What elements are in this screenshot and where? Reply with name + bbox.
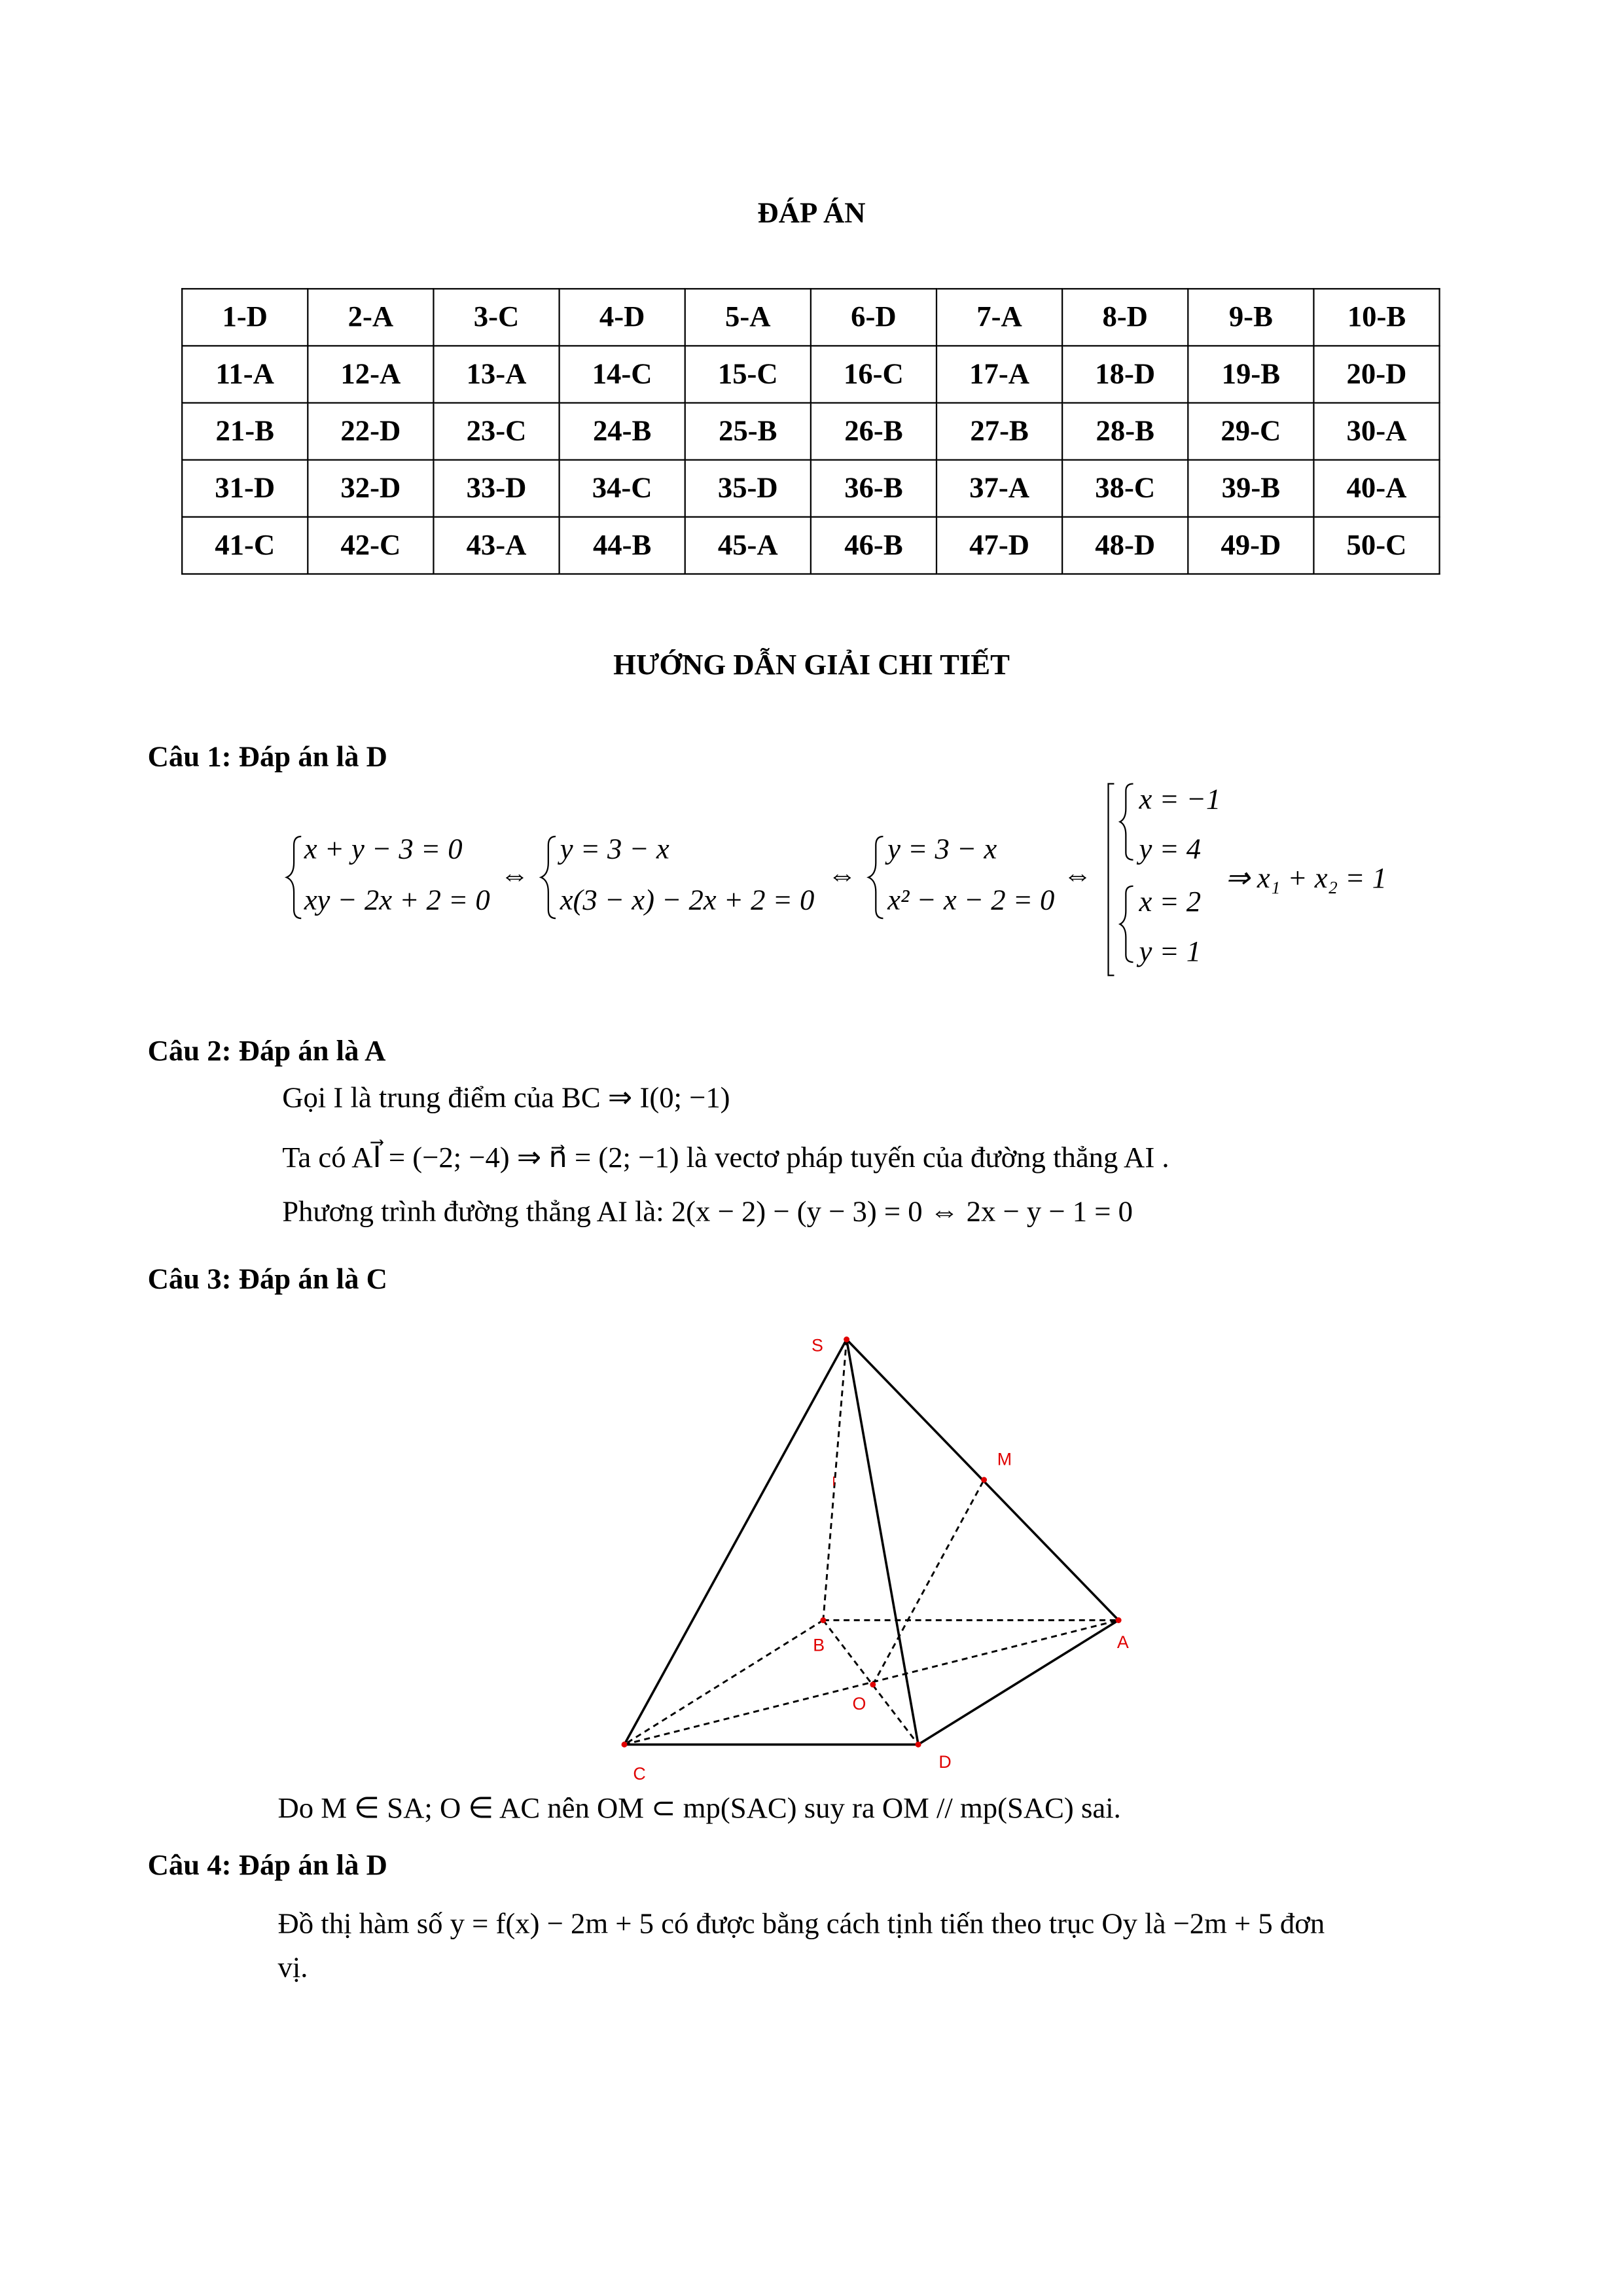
answer-cell: 24-B: [560, 403, 685, 460]
answer-cell: 31-D: [182, 460, 308, 517]
edge-sc: [624, 1340, 847, 1745]
answer-cell: 26-B: [811, 403, 936, 460]
answer-cell: 39-B: [1188, 460, 1313, 517]
answer-cell: 13-A: [433, 346, 559, 403]
sol2-y: y = 1: [1139, 935, 1202, 969]
answer-cell: 34-C: [560, 460, 685, 517]
sys2-eq1: y = 3 − x: [560, 833, 669, 866]
answer-cell: 7-A: [936, 289, 1062, 346]
answer-cell: 47-D: [936, 517, 1062, 574]
edge-da: [918, 1620, 1118, 1744]
equiv-3: ⇔: [1063, 859, 1092, 892]
label-b: B: [813, 1635, 825, 1655]
answer-cell: 20-D: [1313, 346, 1439, 403]
sys3-eq1: y = 3 − x: [887, 833, 997, 866]
sol2-x: x = 2: [1139, 886, 1202, 919]
answer-cell: 30-A: [1313, 403, 1439, 460]
label-m: M: [997, 1449, 1012, 1469]
answer-cell: 17-A: [936, 346, 1062, 403]
q4-heading: Câu 4: Đáp án là D: [147, 1850, 387, 1882]
sys1-eq2: xy − 2x + 2 = 0: [304, 884, 490, 917]
answer-cell: 45-A: [685, 517, 811, 574]
answer-cell: 1-D: [182, 289, 308, 346]
answer-cell: 11-A: [182, 346, 308, 403]
guide-title: HƯỚNG DẪN GIẢI CHI TIẾT: [613, 649, 1010, 682]
diag-bd: [823, 1620, 918, 1744]
answer-cell: 35-D: [685, 460, 811, 517]
equiv-1: ⇔: [500, 859, 529, 892]
answer-cell: 25-B: [685, 403, 811, 460]
answer-cell: 29-C: [1188, 403, 1313, 460]
answer-cell: 49-D: [1188, 517, 1313, 574]
answer-cell: 38-C: [1062, 460, 1188, 517]
answer-cell: 36-B: [811, 460, 936, 517]
answer-cell: 40-A: [1313, 460, 1439, 517]
q3-heading: Câu 3: Đáp án là C: [147, 1263, 387, 1296]
q1-result: ⇒ x₁ + x₂ = 1: [1225, 863, 1387, 895]
q3-conclusion: Do M ∈ SA; O ∈ AC nên OM ⊂ mp(SAC) suy ra OM // mp(SAC) sai.: [277, 1793, 1121, 1825]
answer-cell: 16-C: [811, 346, 936, 403]
answer-cell: 4-D: [560, 289, 685, 346]
sol1-y: y = 4: [1139, 833, 1202, 866]
q2-line1: Gọi I là trung điểm của BC ⇒ I(0; −1): [282, 1082, 730, 1115]
answer-cell: 19-B: [1188, 346, 1313, 403]
q2-line3: Phương trình đường thẳng AI là: 2(x − 2) − (y − 3) = 0 ⇔ 2x − y − 1 = 0: [282, 1196, 1133, 1229]
edge-sd: [847, 1340, 918, 1745]
answer-cell: 15-C: [685, 346, 811, 403]
answer-cell: 50-C: [1313, 517, 1439, 574]
answer-cell: 41-C: [182, 517, 308, 574]
q4-line1: Đồ thị hàm số y = f(x) − 2m + 5 có được bằng cách tịnh tiến theo trục Oy là −2m + 5 đơn: [277, 1908, 1325, 1941]
q1-heading: Câu 1: Đáp án là D: [147, 741, 387, 774]
sys3-eq2: x² − x − 2 = 0: [887, 884, 1055, 917]
answer-cell: 5-A: [685, 289, 811, 346]
answer-cell: 14-C: [560, 346, 685, 403]
sys2-eq2: x(3 − x) − 2x + 2 = 0: [560, 884, 815, 917]
answer-cell: 22-D: [308, 403, 433, 460]
label-s: S: [811, 1335, 823, 1355]
answer-cell: 9-B: [1188, 289, 1313, 346]
answer-cell: 28-B: [1062, 403, 1188, 460]
answer-cell: 21-B: [182, 403, 308, 460]
answer-cell: 37-A: [936, 460, 1062, 517]
label-o: O: [852, 1693, 866, 1713]
answer-cell: 44-B: [560, 517, 685, 574]
answer-cell: 18-D: [1062, 346, 1188, 403]
label-i: I: [832, 1474, 836, 1489]
sys1-eq1: x + y − 3 = 0: [304, 833, 463, 866]
answer-cell: 27-B: [936, 403, 1062, 460]
answer-cell: 33-D: [433, 460, 559, 517]
answer-cell: 48-D: [1062, 517, 1188, 574]
equiv-2: ⇔: [827, 859, 857, 892]
label-a: A: [1116, 1632, 1129, 1652]
answer-cell: 23-C: [433, 403, 559, 460]
answer-cell: 3-C: [433, 289, 559, 346]
answer-cell: 2-A: [308, 289, 433, 346]
q2-line2: Ta có AI⃗ = (−2; −4) ⇒ n⃗ = (2; −1) là vectơ pháp tuyến của đường thẳng AI .: [282, 1141, 1169, 1175]
answers-title: ĐÁP ÁN: [757, 197, 866, 230]
answer-cell: 42-C: [308, 517, 433, 574]
q4-line2: vị.: [277, 1952, 308, 1984]
answer-cell: 6-D: [811, 289, 936, 346]
answer-cell: 12-A: [308, 346, 433, 403]
edge-bc: [624, 1620, 823, 1744]
label-c: C: [633, 1764, 646, 1784]
answer-cell: 8-D: [1062, 289, 1188, 346]
answer-cell: 43-A: [433, 517, 559, 574]
answer-cell: 32-D: [308, 460, 433, 517]
sol1-x: x = −1: [1139, 783, 1221, 816]
q2-heading: Câu 2: Đáp án là A: [147, 1035, 386, 1067]
answer-cell: 46-B: [811, 517, 936, 574]
answer-cell: 10-B: [1313, 289, 1439, 346]
label-d: D: [938, 1752, 952, 1772]
